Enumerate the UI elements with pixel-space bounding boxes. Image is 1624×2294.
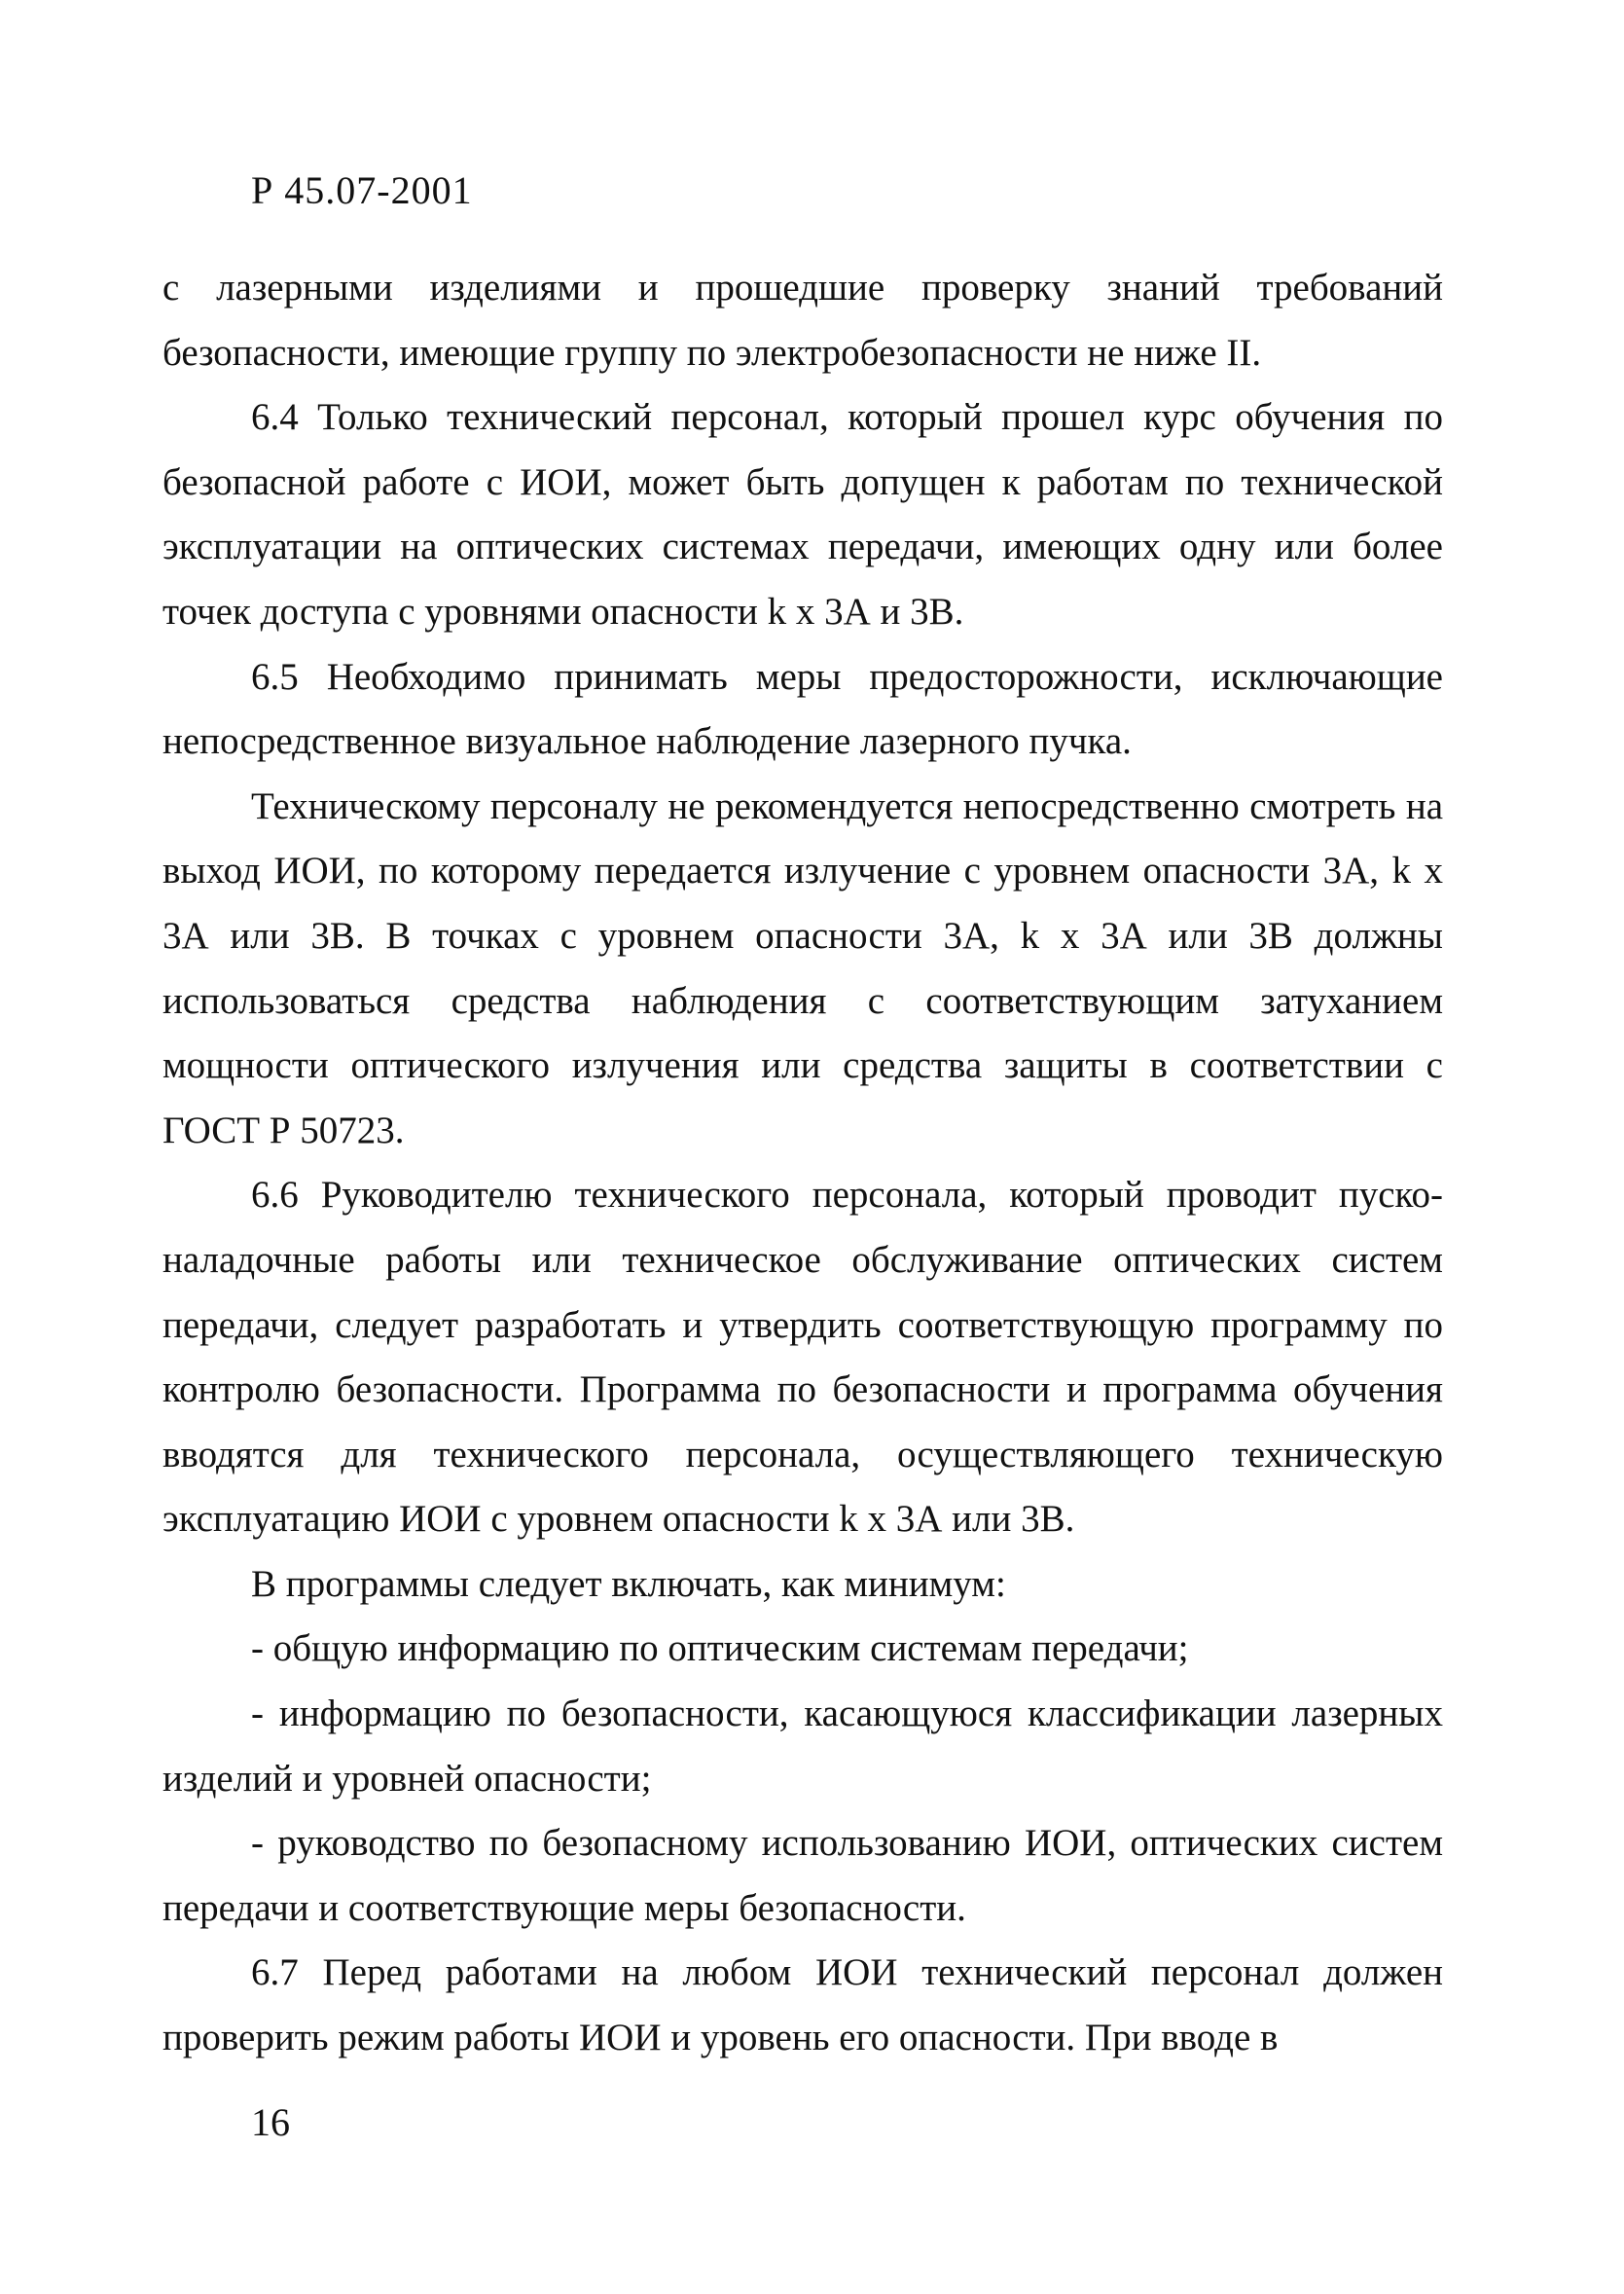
paragraph-6-6: 6.6 Руководителю технического персонала, который проводит пуско-наладочные работы или техническое обслуживание оптических систем передачи, следует разработать и утвердить соответствующую программу по контролю безопасности. Программа по безопасности и программа обучения вводятся для технического персонала, осуществляющего техническую эксплуатацию ИОИ с уровнем опасности k х 3А или 3В. xyxy=(162,1174,1443,1541)
list-item-safe-use-guide: - руководство по безопасному использованию ИОИ, оптических систем передачи и соответствующие меры безопасности. xyxy=(162,1822,1443,1929)
paragraph-6-4: 6.4 Только технический персонал, который прошел курс обучения по безопасной работе с ИОИ, может быть допущен к работам по технической эксплуатации на оптических системах передачи, имеющих одну или более точек доступа с уровнями опасности k х 3А и 3В. xyxy=(162,396,1443,633)
paragraph-6-5: 6.5 Необходимо принимать меры предосторожности, исключающие непосредственное визуальное наблюдение лазерного пучка. xyxy=(162,655,1443,763)
paragraph-continuation: с лазерными изделиями и прошедшие проверку знаний требований безопасности, имеющие группу по электробезопасности не ниже II. xyxy=(162,267,1443,374)
paragraph-program-intro: В программы следует включать, как минимум: xyxy=(251,1562,1006,1605)
document-code-header: Р 45.07-2001 xyxy=(251,168,473,212)
paragraph-viewing-guidance: Техническому персоналу не рекомендуется непосредственно смотреть на выход ИОИ, по которому передается излучение с уровнем опасности 3А, k х 3А или 3В. В точках с уровнем опасности 3А, k х 3А или 3В должны использоваться средства наблюдения с соответствующим затуханием мощности оптического излучения или средства защиты в соответствии с ГОСТ Р 50723. xyxy=(162,784,1443,1151)
list-item-safety-info: - информацию по безопасности, касающуюся классификации лазерных изделий и уровней опасности; xyxy=(162,1693,1443,1800)
paragraph-6-7: 6.7 Перед работами на любом ИОИ технический персонал должен проверить режим работы ИОИ и уровень его опасности. При вводе в xyxy=(162,1951,1443,2059)
document-body xyxy=(162,256,1443,2071)
list-item-general-info: - общую информацию по оптическим системам передачи; xyxy=(251,1627,1189,1670)
page-number: 16 xyxy=(251,2100,290,2144)
